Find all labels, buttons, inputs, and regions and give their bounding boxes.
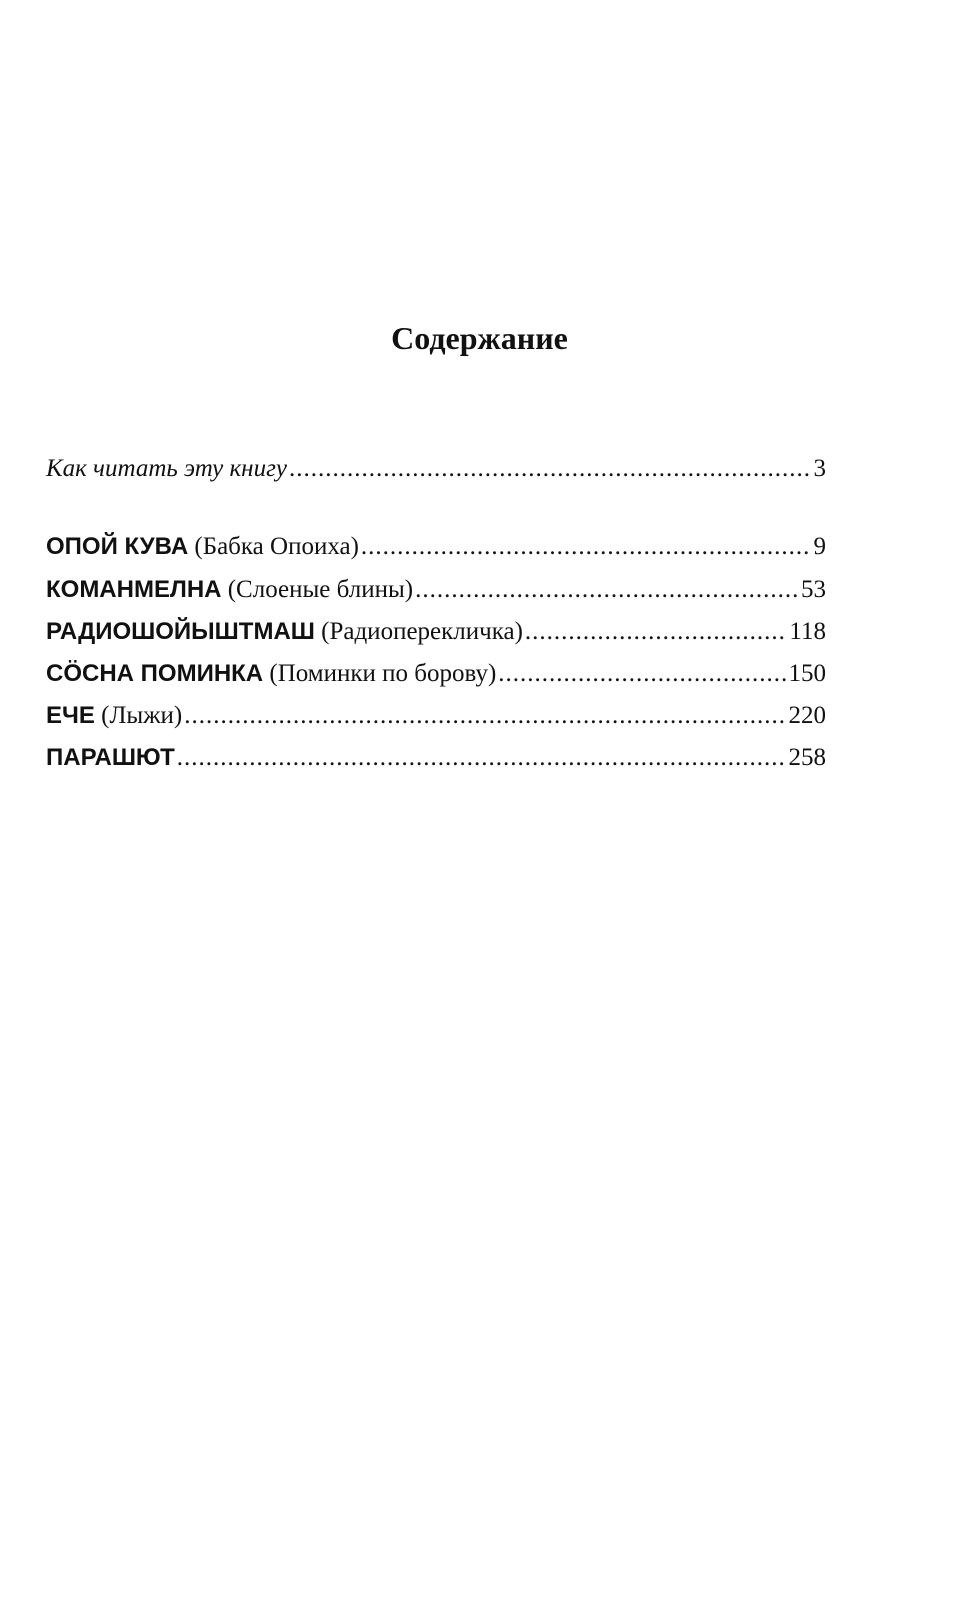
toc-entry-title: ПАРАШЮТ [46, 744, 175, 771]
toc-entry-subtitle: (Радиоперекличка) [321, 618, 523, 645]
toc-entry-title: ЕЧЕ [46, 702, 95, 729]
toc-page-number: 9 [813, 533, 826, 560]
toc-leader-dots [525, 615, 788, 649]
toc-entry-title: СÖСНА ПОМИНКА [46, 660, 264, 687]
toc-entry [46, 573, 826, 607]
toc-entry-label [46, 699, 182, 733]
toc-entry [46, 657, 826, 691]
toc-page-number: 220 [788, 702, 826, 729]
toc-leader-dots [361, 530, 812, 564]
toc-entry-label [46, 657, 496, 691]
toc-entry-subtitle: (Лыжи) [101, 702, 183, 729]
toc-leader-dots [177, 741, 787, 775]
toc-page-number: 3 [813, 455, 826, 482]
toc-page-number: 150 [788, 660, 826, 687]
toc-page-number: 118 [789, 618, 826, 645]
toc-entry-subtitle: (Поминки по борову) [269, 660, 497, 687]
toc-entry-label [46, 530, 359, 564]
toc-entry-title: КОМАНМЕЛНА [46, 576, 222, 603]
toc-entry [46, 615, 826, 649]
toc-entry [46, 741, 826, 775]
toc-entry-label [46, 741, 175, 775]
toc-page-number: 258 [788, 744, 826, 771]
toc-leader-dots [289, 452, 812, 486]
toc-entry-title: ОПОЙ КУВА [46, 533, 189, 560]
toc-leader-dots [415, 573, 799, 607]
toc-entry-label [46, 615, 523, 649]
toc-entry-title: РАДИОШОЙЫШТМАШ [46, 618, 315, 645]
toc-leader-dots [184, 699, 786, 733]
toc-entry-title: Как читать эту книгу [46, 455, 287, 482]
toc-entry-subtitle: (Бабка Опоиха) [194, 533, 359, 560]
toc-leader-dots [498, 657, 786, 691]
toc-entry [46, 530, 826, 564]
toc-entry-label [46, 573, 413, 607]
toc-page-number: 53 [801, 576, 826, 603]
toc-entry-intro [46, 452, 826, 486]
toc-entry [46, 699, 826, 733]
toc-entry-subtitle: (Слоеные блины) [227, 576, 414, 603]
page-title: Содержание [391, 320, 568, 356]
